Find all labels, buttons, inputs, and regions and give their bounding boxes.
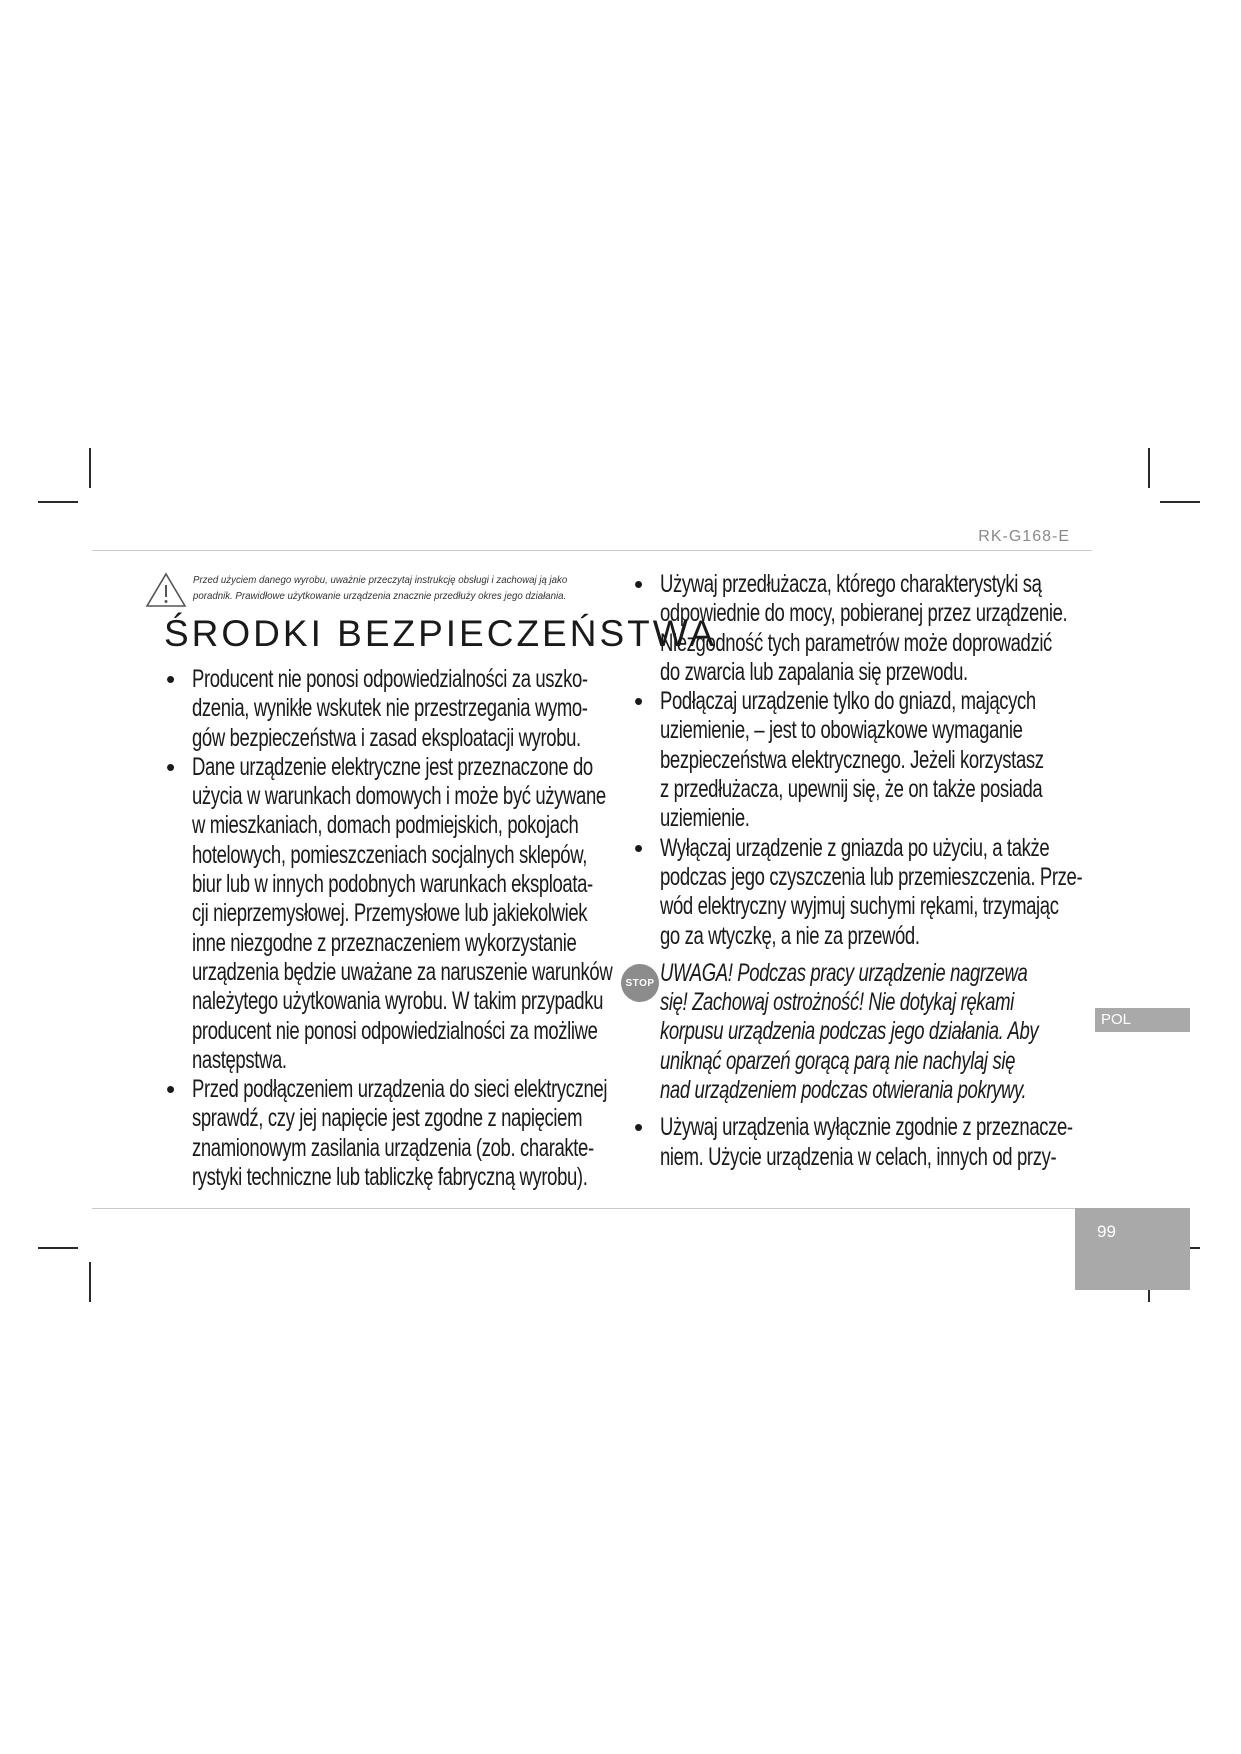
- text-line: dzenia, wynikłe wskutek nie przestrzegania wymo-: [192, 694, 588, 723]
- text-line: podczas jego czyszczenia lub przemieszczenia. Prze-: [660, 862, 1083, 891]
- list-item: [632, 834, 1102, 951]
- text-line: użycia w warunkach domowych i może być używane: [192, 782, 606, 811]
- warning-note: [632, 959, 1102, 1105]
- text-line: znamionowym zasilania urządzenia (zob. charakte-: [192, 1133, 594, 1162]
- text-line: Podłączaj urządzenie tylko do gniazd, mających: [660, 687, 1036, 716]
- bullet-icon: •: [634, 1112, 644, 1143]
- text-line: sprawdź, czy jej napięcie jest zgodne z napięciem: [192, 1104, 583, 1133]
- language-tab: POL: [1095, 1008, 1190, 1032]
- text-line: uniknąć oparzeń gorącą parą nie nachylaj się: [660, 1046, 1015, 1075]
- text-line: Wyłączaj urządzenie z gniazda po użyciu, a także: [660, 833, 1050, 862]
- footer-rule: [92, 1208, 1075, 1209]
- list-item: [164, 1075, 624, 1192]
- text-line: wód elektryczny wyjmuj suchymi rękami, trzymając: [660, 892, 1059, 921]
- text-line: hotelowych, pomieszczeniach socjalnych sklepów,: [192, 840, 587, 869]
- crop-mark: [89, 448, 91, 488]
- crop-mark: [38, 501, 78, 503]
- bullet-icon: •: [166, 664, 176, 694]
- list-item: [632, 570, 1102, 687]
- crop-mark: [1160, 501, 1200, 503]
- left-column: [164, 665, 624, 1192]
- list-item: [164, 753, 624, 1075]
- text-line: korpusu urządzenia podczas jego działania. Aby: [660, 1017, 1039, 1046]
- bullet-icon: •: [634, 686, 644, 717]
- text-line: inne niezgodne z przeznaczeniem wykorzystanie: [192, 928, 577, 957]
- text-line: gów bezpieczeństwa i zasad eksploatacji wyrobu.: [192, 723, 581, 752]
- header-rule: [92, 550, 1092, 551]
- list-item: [632, 1113, 1102, 1172]
- crop-mark: [38, 1247, 78, 1249]
- text-line: nad urządzeniem podczas otwierania pokrywy.: [660, 1076, 1027, 1105]
- page-title: ŚRODKI BEZPIECZEŃSTWA: [164, 613, 717, 654]
- bullet-icon: •: [166, 751, 176, 782]
- text-line: producent nie ponosi odpowiedzialności za możliwe: [192, 1016, 598, 1045]
- warning-triangle-icon: [145, 572, 187, 608]
- bullet-icon: •: [634, 832, 644, 863]
- list-item: [632, 687, 1102, 833]
- warning-notice: [145, 572, 625, 612]
- text-line: się! Zachowaj ostrożność! Nie dotykaj rękami: [660, 988, 1014, 1017]
- text-line: do zwarcia lub zapalania się przewodu.: [660, 657, 968, 686]
- text-line: w mieszkaniach, domach podmiejskich, pokojach: [192, 811, 579, 840]
- text-line: uziemienie.: [660, 804, 750, 833]
- warning-line: poradnik. Prawidłowe użytkowanie urządzenia znacznie przedłuży okres jego działania.: [193, 590, 567, 602]
- text-line: uziemienie, – jest to obowiązkowe wymaganie: [660, 716, 1023, 745]
- text-line: następstwa.: [192, 1045, 287, 1074]
- text-line: z przedłużacza, upewnij się, że on także posiada: [660, 775, 1043, 804]
- text-line: urządzenia będzie uważane za naruszenie warunków: [192, 957, 613, 986]
- text-line: rystyki techniczne lub tabliczkę fabryczną wyrobu).: [192, 1163, 588, 1192]
- bullet-icon: •: [166, 1074, 176, 1105]
- text-line: Używaj urządzenia wyłącznie zgodnie z przeznacze-: [660, 1113, 1073, 1142]
- warning-line: Przed użyciem danego wyrobu, uważnie przeczytaj instrukcję obsługi i zachowaj ją jako: [193, 574, 568, 586]
- stop-icon: STOP: [621, 964, 659, 1002]
- page-number: 99: [1075, 1208, 1190, 1290]
- text-line: go za wtyczkę, a nie za przewód.: [660, 921, 920, 950]
- text-line: Używaj przedłużacza, którego charakterystyki są: [660, 570, 1042, 598]
- warning-text: [193, 572, 589, 604]
- text-line: odpowiednie do mocy, pobieranej przez urządzenie.: [660, 599, 1068, 628]
- right-column: [632, 570, 1102, 1172]
- text-line: bezpieczeństwa elektrycznego. Jeżeli korzystasz: [660, 745, 1044, 774]
- text-line: cji nieprzemysłowej. Przemysłowe lub jakiekolwiek: [192, 899, 588, 928]
- bullet-icon: •: [634, 569, 644, 599]
- text-line: należytego użytkowania wyrobu. W takim przypadku: [192, 987, 604, 1016]
- model-number: RK-G168-E: [978, 528, 1070, 545]
- crop-mark: [1148, 448, 1150, 488]
- list-item: [164, 665, 624, 753]
- text-line: Producent nie ponosi odpowiedzialności za uszko-: [192, 665, 588, 693]
- text-line: Dane urządzenie elektryczne jest przeznaczone do: [192, 752, 593, 781]
- text-line: Niezgodność tych parametrów może doprowadzić: [660, 628, 1052, 657]
- text-line: Przed podłączeniem urządzenia do sieci elektrycznej: [192, 1075, 608, 1104]
- text-line: niem. Użycie urządzenia w celach, innych od przy-: [660, 1142, 1057, 1171]
- text-line: biur lub w innych podobnych warunkach eksploata-: [192, 870, 593, 899]
- text-line: UWAGA! Podczas pracy urządzenie nagrzewa: [660, 958, 1028, 987]
- crop-mark: [89, 1262, 91, 1302]
